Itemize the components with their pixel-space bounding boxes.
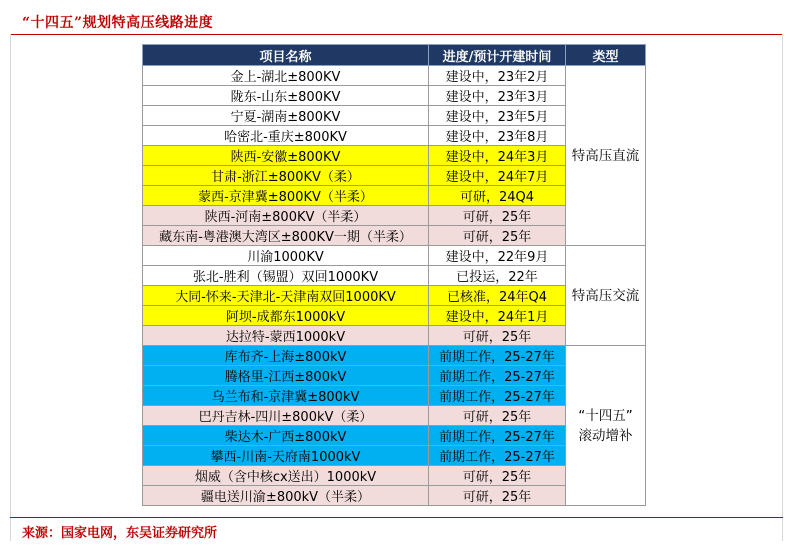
progress-cell: 前期工作，25-27年 <box>429 346 566 366</box>
project-name-cell: 陇东-山东±800KV <box>143 86 429 106</box>
table-row <box>143 346 646 366</box>
progress-cell: 可研，25年 <box>429 226 566 246</box>
progress-cell: 前期工作，25-27年 <box>429 366 566 386</box>
header-progress: 进度/预计开建时间 <box>429 45 566 66</box>
progress-cell: 可研，25年 <box>429 326 566 346</box>
progress-cell: 建设中，24年7月 <box>429 166 566 186</box>
type-cell: 特高压直流 <box>566 66 646 246</box>
project-name-cell: 陕西-安徽±800KV <box>143 146 429 166</box>
table-row <box>143 246 646 266</box>
project-name-cell: 腾格里-江西±800kV <box>143 366 429 386</box>
uhv-progress-table <box>142 44 646 506</box>
type-line: 滚动增补 <box>578 427 633 444</box>
progress-cell: 可研，25年 <box>429 486 566 506</box>
progress-cell: 可研，25年 <box>429 406 566 426</box>
progress-cell: 前期工作，25-27年 <box>429 386 566 406</box>
title-divider <box>10 34 783 35</box>
project-name-cell: 甘肃-浙江±800KV（柔） <box>143 166 429 186</box>
frame-left-border <box>10 34 11 541</box>
frame-right-border <box>782 34 783 541</box>
source-divider <box>10 517 783 518</box>
project-name-cell: 金上-湖北±800KV <box>143 66 429 86</box>
progress-cell: 建设中，24年3月 <box>429 146 566 166</box>
progress-cell: 前期工作，25-27年 <box>429 426 566 446</box>
project-name-cell: 蒙西-京津冀±800KV（半柔） <box>143 186 429 206</box>
progress-cell: 建设中，23年3月 <box>429 86 566 106</box>
progress-cell: 可研，25年 <box>429 466 566 486</box>
project-name-cell: 宁夏-湖南±800KV <box>143 106 429 126</box>
table-row <box>143 66 646 86</box>
progress-cell: 前期工作，25-27年 <box>429 446 566 466</box>
project-name-cell: 疆电送川渝±800kV（半柔） <box>143 486 429 506</box>
project-name-cell: 哈密北-重庆±800KV <box>143 126 429 146</box>
type-line: “十四五” <box>578 407 633 424</box>
page-title: “十四五”规划特高压线路进度 <box>22 15 214 31</box>
progress-cell: 已投运，22年 <box>429 266 566 286</box>
progress-cell: 建设中，23年8月 <box>429 126 566 146</box>
project-name-cell: 陕西-河南±800KV（半柔） <box>143 206 429 226</box>
project-name-cell: 巴丹吉林-四川±800kV（柔） <box>143 406 429 426</box>
source-note: 来源：国家电网，东吴证券研究所 <box>22 526 218 541</box>
project-name-cell: 柴达木-广西±800kV <box>143 426 429 446</box>
project-name-cell: 库布齐-上海±800kV <box>143 346 429 366</box>
progress-cell: 建设中，23年2月 <box>429 66 566 86</box>
project-name-cell: 张北-胜利（锡盟）双回1000KV <box>143 266 429 286</box>
table-body <box>143 66 646 506</box>
progress-cell: 建设中，23年5月 <box>429 106 566 126</box>
project-name-cell: 藏东南-粤港澳大湾区±800KV一期（半柔） <box>143 226 429 246</box>
project-name-cell: 达拉特-蒙西1000kV <box>143 326 429 346</box>
project-name-cell: 大同-怀来-天津北-天津南双回1000KV <box>143 286 429 306</box>
header-project-name: 项目名称 <box>143 45 429 66</box>
project-name-cell: 攀西-川南-天府南1000kV <box>143 446 429 466</box>
project-name-cell: 烟威（含中核cx送出）1000kV <box>143 466 429 486</box>
project-name-cell: 乌兰布和-京津冀±800kV <box>143 386 429 406</box>
header-type: 类型 <box>566 45 646 66</box>
progress-cell: 可研，24Q4 <box>429 186 566 206</box>
progress-cell: 建设中，22年9月 <box>429 246 566 266</box>
progress-cell: 已核准，24年Q4 <box>429 286 566 306</box>
progress-cell: 建设中，24年1月 <box>429 306 566 326</box>
type-cell: 特高压交流 <box>566 246 646 346</box>
project-name-cell: 阿坝-成都东1000kV <box>143 306 429 326</box>
project-name-cell: 川渝1000KV <box>143 246 429 266</box>
table-header-row <box>143 45 646 66</box>
type-cell <box>566 346 646 506</box>
progress-cell: 可研，25年 <box>429 206 566 226</box>
